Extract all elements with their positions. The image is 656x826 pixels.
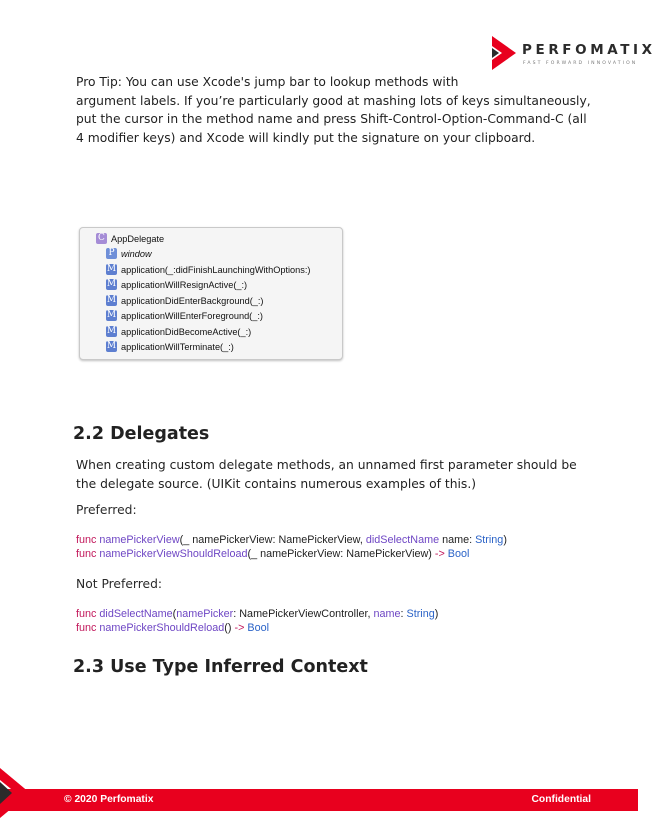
xcode-jump-bar-menu <box>79 227 343 360</box>
jump-bar-item-label: application(_:didFinishLaunchingWithOptions:) <box>121 264 311 275</box>
preferred-label: Preferred: <box>76 503 137 517</box>
footer-copyright: © 2020 Perfomatix <box>64 794 154 805</box>
delegates-line: the delegate source. (UIKit contains numerous examples of this.) <box>76 476 477 491</box>
jump-bar-item[interactable] <box>106 294 264 307</box>
method-badge-icon: M <box>106 264 117 274</box>
not-preferred-label: Not Preferred: <box>76 577 163 591</box>
brand-logo <box>490 36 656 72</box>
jump-bar-item[interactable] <box>106 278 247 291</box>
code-argument-label: namePicker <box>176 608 234 620</box>
jump-bar-item-label: applicationWillResignActive(_:) <box>121 279 248 290</box>
code-text: ( <box>172 608 177 620</box>
jump-bar-item[interactable] <box>106 309 263 322</box>
code-argument-label: didSelectName <box>365 534 440 546</box>
pro-tip-line: Pro Tip: You can use Xcode's jump bar to lookup methods with <box>76 75 459 89</box>
method-badge-icon: M <box>106 279 117 289</box>
brand-name: PERFOMATIX <box>522 42 656 58</box>
method-badge-icon: M <box>106 310 117 320</box>
delegates-line: When creating custom delegate methods, an unnamed first parameter should be <box>76 458 577 472</box>
jump-bar-item-label: applicationWillEnterForeground(_:) <box>121 310 263 321</box>
footer-confidential: Confidential <box>531 794 591 805</box>
code-text: () <box>224 622 235 634</box>
pro-tip-paragraph <box>76 73 591 147</box>
section-heading-type-inferred: 2.3 Use Type Inferred Context <box>73 657 368 677</box>
jump-bar-item-label: window <box>121 248 152 259</box>
delegates-paragraph <box>76 456 576 493</box>
code-arrow: -> <box>434 548 445 560</box>
code-type: String <box>475 534 504 546</box>
pro-tip-line: 4 modifier keys) and Xcode will kindly put the signature on your clipboard. <box>76 130 536 145</box>
jump-bar-item[interactable] <box>106 325 251 338</box>
section-heading-delegates: 2.2 Delegates <box>73 424 210 444</box>
property-badge-icon: P <box>106 248 117 259</box>
code-text: ) <box>434 608 439 620</box>
code-text: (_ namePickerView: NamePickerView, <box>179 534 366 546</box>
code-type: String <box>406 608 435 620</box>
code-keyword: func <box>76 534 97 546</box>
jump-bar-item[interactable] <box>106 340 234 353</box>
code-arrow: -> <box>234 622 245 634</box>
code-text: ) <box>503 534 507 546</box>
method-badge-icon: M <box>106 341 117 351</box>
jump-bar-item[interactable] <box>106 247 152 260</box>
code-text: : NamePickerViewController, <box>233 608 374 620</box>
code-function-name: namePickerShouldReload <box>99 622 225 634</box>
method-badge-icon: M <box>106 295 117 305</box>
code-keyword: func <box>76 622 97 634</box>
jump-bar-class-row[interactable] <box>96 232 164 245</box>
code-argument-label: name <box>373 608 401 620</box>
code-function-name: namePickerView <box>99 534 180 546</box>
code-keyword: func <box>76 548 97 560</box>
class-name: AppDelegate <box>111 233 165 244</box>
logo-chevron-icon <box>490 36 518 70</box>
pro-tip-line: put the cursor in the method name and press Shift-Control-Option-Command-C (all <box>76 112 587 126</box>
method-badge-icon: M <box>106 326 117 336</box>
code-type: Bool <box>447 548 470 560</box>
brand-tagline: FAST FORWARD INNOVATION <box>523 61 638 66</box>
code-text: (_ namePickerView: NamePickerView) <box>247 548 435 560</box>
not-preferred-code-line-2 <box>76 621 269 635</box>
preferred-code-line-1 <box>76 533 507 547</box>
code-function-name: didSelectName <box>99 608 173 620</box>
code-function-name: namePickerViewShouldReload <box>99 548 248 560</box>
pro-tip-line: argument labels. If you’re particularly good at mashing lots of keys simultaneously, <box>76 93 591 108</box>
code-text: name: <box>439 534 476 546</box>
class-badge-icon: C <box>96 233 107 244</box>
jump-bar-item-label: applicationDidBecomeActive(_:) <box>121 326 252 337</box>
code-keyword: func <box>76 608 97 620</box>
preferred-code-line-2 <box>76 547 469 561</box>
footer-bar <box>0 789 638 811</box>
not-preferred-code-line-1 <box>76 607 438 621</box>
jump-bar-item-label: applicationWillTerminate(_:) <box>121 341 234 352</box>
code-type: Bool <box>247 622 269 634</box>
footer-chevron-icon <box>0 768 48 818</box>
jump-bar-item-label: applicationDidEnterBackground(_:) <box>121 295 264 306</box>
jump-bar-item[interactable] <box>106 263 310 276</box>
code-text: : <box>400 608 407 620</box>
